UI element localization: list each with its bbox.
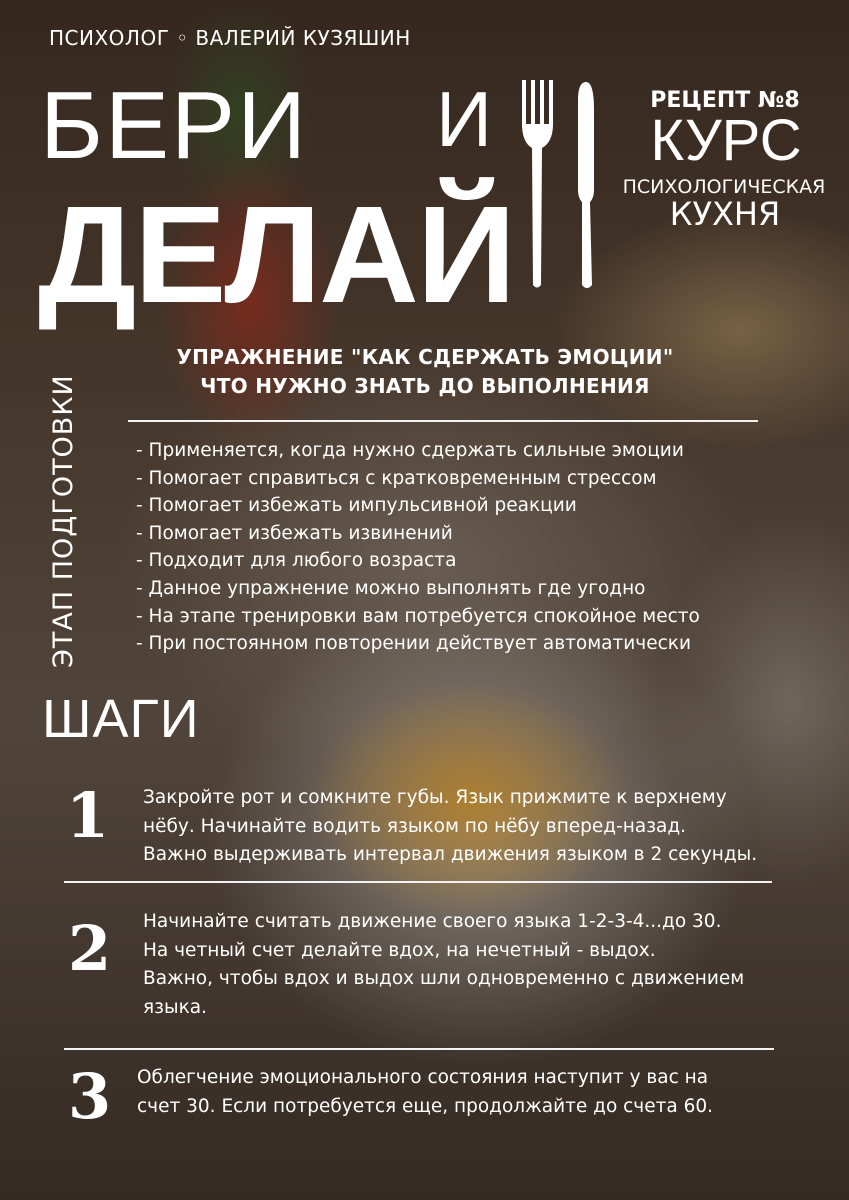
exercise-title	[130, 343, 720, 401]
list-item: - На этапе тренировки вам потребуется спокойное место	[136, 605, 700, 627]
step-line: языка.	[143, 996, 207, 1018]
divider	[64, 881, 772, 883]
divider	[64, 1048, 774, 1050]
exercise-points	[136, 437, 700, 658]
step-line: На четный счет делайте вдох, на нечетный - выдох.	[143, 939, 656, 961]
list-item: - Помогает избежать импульсивной реакции	[136, 495, 577, 517]
exercise-title-line1: УПРАЖНЕНИЕ "КАК СДЕРЖАТЬ ЭМОЦИИ"	[176, 345, 674, 369]
list-item: - Применяется, когда нужно сдержать сильные эмоции	[136, 440, 684, 461]
title-word-delay: ДЕЛАЙ	[38, 178, 515, 332]
divider	[128, 420, 758, 422]
steps-title: ШАГИ	[42, 689, 200, 749]
step-number: 3	[68, 1060, 112, 1133]
fork-and-knife-icon	[520, 80, 610, 300]
course-name-line1: ПСИХОЛОГИЧЕСКАЯ	[622, 176, 826, 198]
step-number: 2	[68, 912, 112, 985]
recipe-number: РЕЦЕПТ №8	[650, 88, 800, 113]
list-item: - Данное упражнение можно выполнять где угодно	[136, 577, 646, 599]
title-word-i: И	[436, 75, 493, 163]
step-line: Важно выдерживать интервал движения языком в 2 секунды.	[143, 844, 758, 865]
step-line: Закройте рот и сомкните губы. Язык прижмите к верхнему	[143, 787, 727, 808]
step-line: Важно, чтобы вдох и выдох шли одновременно с движением	[143, 968, 745, 989]
exercise-title-line2: ЧТО НУЖНО ЗНАТЬ ДО ВЫПОЛНЕНИЯ	[200, 374, 650, 398]
step-text	[143, 784, 757, 870]
step-line: счет 30. Если потребуется еще, продолжайте до счета 60.	[137, 1095, 714, 1117]
step-line: Облегчение эмоционального состояния наступит у вас на	[137, 1067, 709, 1088]
stage-label: ЭТАП ПОДГОТОВКИ	[48, 374, 79, 668]
course-name-line2: КУХНЯ	[669, 195, 781, 233]
list-item: - Помогает справиться с кратковременным стрессом	[136, 467, 657, 489]
course-label: КУРС	[650, 108, 802, 173]
step-text	[137, 1064, 713, 1121]
list-item: - Помогает избежать извинений	[136, 522, 453, 544]
step-text	[143, 908, 744, 1022]
list-item: - При постоянном повторении действует автоматически	[136, 633, 691, 655]
step-line: нёбу. Начинайте водить языком по нёбу вперед-назад.	[143, 815, 687, 837]
title-word-beri: БЕРИ	[40, 72, 309, 179]
list-item: - Подходит для любого возраста	[136, 550, 457, 572]
author-line: ПСИХОЛОГ ◦ ВАЛЕРИЙ КУЗЯШИН	[49, 26, 411, 50]
step-line: Начинайте считать движение своего языка 1-2-3-4...до 30.	[143, 911, 722, 932]
step-number: 1	[66, 779, 110, 852]
